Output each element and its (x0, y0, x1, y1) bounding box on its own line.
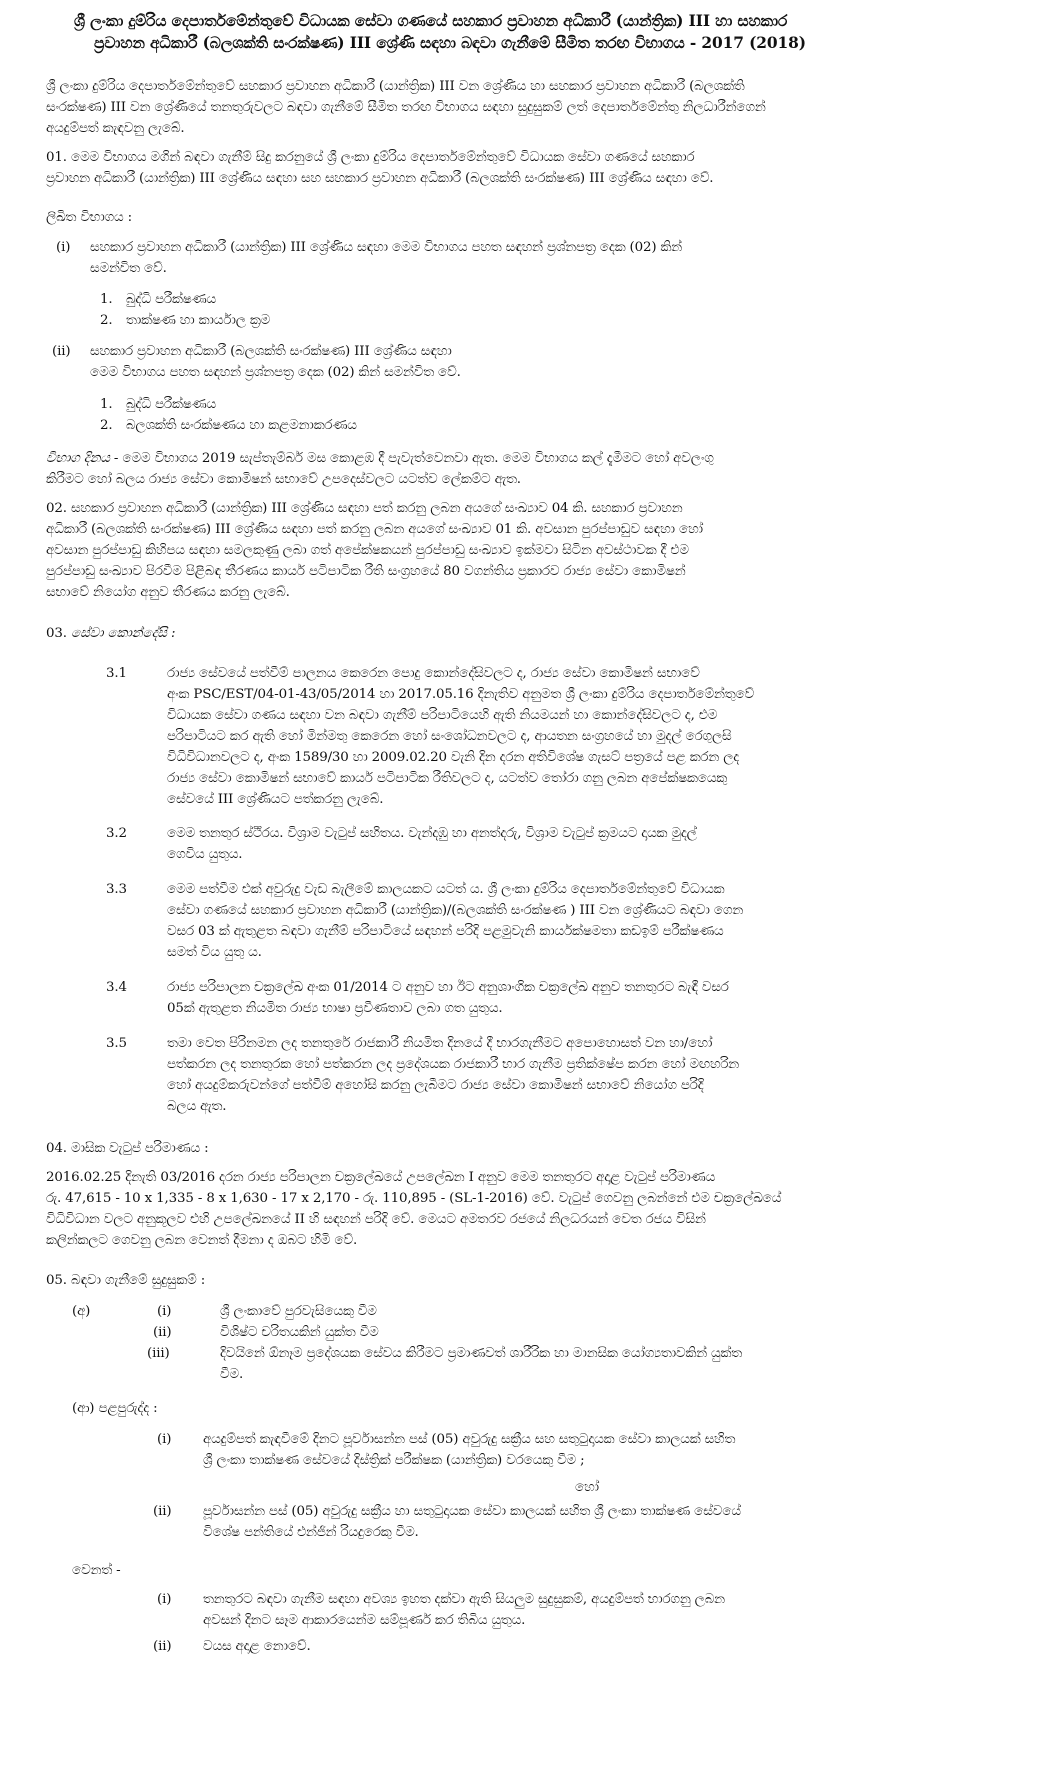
section-04-line-2: රු. 47,615 - 10 x 1,335 - 8 x 1,630 - 17 x 2,170 - රු. 110,895 - (SL-1-2016) වේ. වැටුප් ගෙවනු ලබන්නේ එම චක්‍රලේඛයේ (46, 1191, 782, 1206)
clause-3-5-line: හෝ අයදුම්කරුවන්ගේ පත්වීම් අහෝසි කරනු ලැබීමට රාජ්‍ය සේවා කොමිෂන් සභාවේ නියෝග පරිදි (167, 1078, 704, 1093)
clause-3-1-line: විධිවිධානවලට ද, අංක 1589/30 හා 2009.02.20 වැනි දින දරන අතිවිශේෂ ගැසට් පත්‍රයේ පළ කරන ලද (167, 750, 740, 765)
experience-or: හෝ (575, 1480, 599, 1495)
clause-3-1-line: රාජ්‍ය සේවා කොමිෂන් සභාවේ කාර්ය පටිපාටික රීතිවලට ද, යටත්ව තෝරා ගනු ලබන අපේක්ෂකයෙකු (167, 771, 728, 786)
written-exam-i-line-2: සමන්විත වේ. (90, 261, 167, 276)
clause-3-2-line: මෙම තනතුර ස්ථිරය. විශ්‍රාම වැටුප් සහිතය. වැන්දඹු හා අනත්දරු, විශ්‍රාම වැටුප් ක්‍රමයට දායක මුදල් (167, 826, 697, 841)
section-01-line-2: ප්‍රවාහන අධිකාරී (යාන්ත්‍රික) III ශ්‍රේණිය සඳහා සහ සහකාර ප්‍රවාහන අධිකාරී (බලශක්ති සංරක්ෂණ) III ශ්‍රේණිය සඳහා වේ. (46, 171, 714, 186)
clause-3-1-line: අංක PSC/EST/04-01-43/05/2014 හා 2017.05.16 දිනැතිව අනුමත ශ්‍රී ලංකා දුම්රිය දෙපාර්තමේන්තුවේ (167, 687, 755, 702)
other-line: වයස අදාළ නොවේ. (203, 1639, 311, 1654)
experience-line: පූර්වාසන්න පස් (05) අවුරුදු සක්‍රීය හා සතුටුදායක සේවා කාලයක් සහිත ශ්‍රී ලංකා තාක්ෂණ සේවයේ (203, 1504, 741, 1519)
exam-date-line-2: කිරීමට හෝ බලය රාජ්‍ය සේවා කොමිෂන් සභාවේ උපදෙස්වලට යටත්ව ලේකම්ට ඇත. (46, 472, 521, 487)
section-02-line-4: පුරප්පාඩු සංඛ්‍යාව පිරවීම පිළිබඳ තීරණය කාර්ය පටිපාටික රීති සංග්‍රහයේ 80 වගන්තිය ප්‍රකාරව රාජ්‍ය සේවා කොමිෂන් (46, 564, 686, 579)
written-exam-ii-item-number: 2. (100, 418, 113, 433)
written-exam-i-line-1: සහකාර ප්‍රවාහන අධිකාරී (යාන්ත්‍රික) III ශ්‍රේණිය සඳහා මෙම විභාගය පහත සඳහන් ප්‍රශ්නපත්‍ර දෙක (02) කින් (90, 240, 682, 255)
section-04-line-3: විධිවිධාන වලට අනුකූලව එහි උපලේඛනයේ II හි සඳහන් පරිදි වේ. මෙයට අමතරව රජයේ නිලධරයන් වෙත රජය විසින් (46, 1212, 706, 1227)
clause-3-1-line: රාජ්‍ය සේවයේ පත්වීම් පාලනය කෙරෙන පොදු කොන්දේසිවලට ද, රාජ්‍ය සේවා කොමිෂන් සභාවේ (167, 666, 700, 681)
section-02-line-1: 02. සහකාර ප්‍රවාහන අධිකාරී (යාන්ත්‍රික) III ශ්‍රේණිය සඳහා පත් කරනු ලබන අයගේ සංඛ්‍යාව 04 කි. සහකාර ප්‍රවාහන (46, 501, 683, 516)
experience-line: අයදුම්පත් කැඳවීමේ දිනට පූර්වාසන්න පස් (05) අවුරුදු සක්‍රීය සහ සතුටුදායක සේවා කාලයක් සහිත (203, 1432, 736, 1447)
written-exam-ii-number: (ii) (52, 344, 71, 359)
exam-date-text: - මෙම විභාගය 2019 සැප්තැම්බර් මස කොළඹ දී පැවැත්වෙනවා ඇත. මෙම විභාගය කල් දැමීමට හෝ අවලංගු (109, 451, 714, 466)
clause-3-1-line: සේවයේ III ශ්‍රේණියට පත්කරනු ලැබේ. (167, 792, 384, 807)
clause-3-2-line: ගෙවිය යුතුය. (167, 847, 243, 862)
qualification-a-line: වීම. (220, 1367, 244, 1382)
clause-3-5-line: බලය ඇත. (167, 1099, 227, 1114)
qualification-a-number: (iii) (147, 1346, 170, 1361)
section-04-line-4: කලින්කලට ගෙවනු ලබන වෙනත් දීමනා ද ඔබට හිමි වේ. (46, 1233, 358, 1248)
clause-3-5-number: 3.5 (106, 1036, 127, 1051)
clause-3-4-number: 3.4 (106, 980, 127, 995)
section-03-title: සේවා කොන්දේසි : (70, 626, 176, 641)
section-02-line-3: අවසාන පුරප්පාඩු කිහිපය සඳහා සමලකුණු ලබා ගත් අපේක්ෂකයන් පුරප්පාඩු සංඛ්‍යාව ඉක්මවා සිටින අවස්ථාවක දී එම (46, 543, 689, 558)
qualification-a-number: (ii) (153, 1325, 172, 1340)
other-line: තනතුරට බඳවා ගැනීම සඳහා අවශ්‍ය ඉහත දක්වා ඇති සියලුම සුදුසුකම්, අයදුම්පත් භාරගනු ලබන (203, 1592, 725, 1607)
written-exam-i-item-number: 2. (100, 313, 113, 328)
clause-3-5-line: පත්කරන ලද තනතුරක හෝ පත්කරන ලද ප්‍රදේශයක රාජකාරී භාර ගැනීම ප්‍රතික්ෂේප කරන හෝ මඟහරින (167, 1057, 740, 1072)
notice-title-line-1: ශ්‍රී ලංකා දුම්රිය දෙපාර්තමේන්තුවේ විධායක සේවා ගණයේ සහකාර ප්‍රවාහන අධිකාරී (යාන්ත්‍රික) III හා සහකාර (74, 12, 788, 30)
qualification-a-line: ශ්‍රී ලංකාවේ පුරවැසියෙකු වීම (220, 1304, 377, 1319)
intro-line-3: අයදුම්පත් කැඳවනු ලැබේ. (46, 121, 185, 136)
clause-3-1-number: 3.1 (106, 666, 127, 681)
written-exam-i-item: තාක්ෂණ හා කාර්යාල ක්‍රම (126, 313, 271, 328)
experience-number: (ii) (153, 1504, 172, 1519)
other-qualifications-label: වෙනත් - (72, 1563, 121, 1578)
other-line: අවසන් දිනට සෑම ආකාරයෙන්ම සම්පූර්ණ කර තිබිය යුතුය. (203, 1613, 526, 1628)
clause-3-5-line: තමා වෙත පිරිනමන ලද තනතුරේ රාජකාරී නියමිත දිනයේ දී භාරගැනීමට අපොහොසත් වන හා/හෝ (167, 1036, 713, 1051)
section-02-line-5: සභාවේ නියෝග අනුව තීරණය කරනු ලැබේ. (46, 585, 290, 600)
clause-3-2-number: 3.2 (106, 826, 127, 841)
written-exam-ii-line-2: මෙම විභාගය පහත සඳහන් ප්‍රශ්නපත්‍ර දෙක (02) කින් සමන්විත වේ. (90, 365, 461, 380)
experience-number: (i) (157, 1432, 172, 1447)
written-exam-ii-line-1: සහකාර ප්‍රවාහන අධිකාරී (බලශක්ති සංරක්ෂණ) III ශ්‍රේණිය සඳහා (90, 344, 452, 359)
section-03-number: 03. (46, 626, 71, 641)
written-exam-i-number: (i) (56, 240, 71, 255)
written-exam-i-item-number: 1. (100, 292, 113, 307)
other-number: (ii) (153, 1639, 172, 1654)
intro-line-1: ශ්‍රී ලංකා දුම්රිය දෙපාර්තමේන්තුවේ සහකාර ප්‍රවාහන අධිකාරී (යාන්ත්‍රික) III වන ශ්‍රේණිය හා සහකාර ප්‍රවාහන අධිකාරී (බලශක්ති (46, 79, 745, 94)
clause-3-4-line: රාජ්‍ය පරිපාලන චක්‍රලේඛ අංක 01/2014 ට අනුව හා ඊට අනුශාංගික චක්‍රලේඛ අනුව තනතුරට බැඳී වසර (167, 980, 729, 995)
clause-3-3-number: 3.3 (106, 882, 127, 897)
exam-date-label: විභාග දිනය (46, 451, 110, 466)
qualifications-experience-label: (ආ) පළපුරුද්ද : (72, 1401, 158, 1416)
written-exam-heading: ලිඛිත විභාගය : (46, 210, 132, 225)
notice-title-line-2: ප්‍රවාහන අධිකාරී (බලශක්ති සංරක්ෂණ) III ශ්‍රේණි සඳහා බඳවා ගැනීමේ සීමිත තරඟ විභාගය - 2017 (2018) (94, 34, 806, 52)
clause-3-3-line: සේවා ගණයේ සහකාර ප්‍රවාහන අධිකාරී (යාන්ත්‍රික)/(බලශක්ති සංරක්ෂණ ) III වන ශ්‍රේණියට බඳවා ගෙන (167, 903, 744, 918)
clause-3-3-line: මෙම පත්වීම එක් අවුරුදු වැඩ බැලීමේ කාලයකට යටත් ය. ශ්‍රී ලංකා දුම්රිය දෙපාර්තමේන්තුවේ විධායක (167, 882, 725, 897)
written-exam-ii-item: බලශක්ති සංරක්ෂණය හා කළමනාකරණය (126, 418, 357, 433)
exam-date-line-1 (46, 449, 714, 469)
section-04-line-1: 2016.02.25 දිනැති 03/2016 දරන රාජ්‍ය පරිපාලන චක්‍රලේඛයේ උපලේඛන I අනුව මෙම තනතුරට අදාළ වැටුප් පරිමාණය (46, 1170, 716, 1185)
clause-3-4-line: 05ක් ඇතුළත නියමිත රාජ්‍ය භාෂා ප්‍රවීණතාව ලබා ගත යුතුය. (167, 1001, 503, 1016)
clause-3-1-line: පරිපාටියට කර ඇති හෝ මින්මතු කෙරෙන හෝ සංශෝධනවලට ද, ආයතන සංග්‍රහයේ හා මුදල් රෙගුලසි (167, 729, 732, 744)
clause-3-1-line: විධායක සේවා ගණය සඳහා වන බඳවා ගැනීම් පරිපාටියෙහි ඇති නියමයන් හා කොන්දේසිවලට ද, එම (167, 708, 718, 723)
other-number: (i) (157, 1592, 172, 1607)
written-exam-ii-item: බුද්ධි පරීක්ෂණය (126, 397, 216, 412)
section-01-line-1: 01. මෙම විභාගය මගින් බඳවා ගැනීම් සිදු කරනුයේ ශ්‍රී ලංකා දුම්රිය දෙපාර්තමේන්තුවේ විධායක සේවා ගණයේ සහකාර (46, 150, 695, 165)
section-03-heading (46, 624, 175, 644)
written-exam-i-item: බුද්ධි පරීක්ෂණය (126, 292, 216, 307)
written-exam-ii-item-number: 1. (100, 397, 113, 412)
qualification-a-line: දිවයිනේ ඕනෑම ප්‍රදේශයක සේවය කිරීමට ප්‍රමාණවත් ශාරීරික හා මානසික යෝග්‍යතාවකින් යුක්ත (220, 1346, 742, 1361)
qualifications-a-label: (අ) (72, 1304, 91, 1319)
section-05-heading: 05. බඳවා ගැනීමේ සුදුසුකම් : (46, 1273, 206, 1288)
section-02-line-2: අධිකාරී (බලශක්ති සංරක්ෂණ) III ශ්‍රේණිය සඳහා පත් කරනු ලබන අයගේ සංඛ්‍යාව 01 කි. අවසාන පුරප්පාඩුව සඳහා හෝ (46, 522, 703, 537)
intro-line-2: සංරක්ෂණ) III වන ශ්‍රේණියේ තනතුරුවලට බඳවා ගැනීමේ සීමිත තරඟ විභාගය සඳහා සුදුසුකම් ලත් දෙපාර්තමේන්තු නිලධාරීන්ගෙන් (46, 100, 766, 115)
section-04-heading: 04. මාසික වැටුප් පරිමාණය : (46, 1141, 209, 1156)
clause-3-3-line: වසර 03 ක් ඇතුළත බඳවා ගැනීම් පරිපාටියේ සඳහන් පරිදි පළමුවැනි කාර්යක්ෂමතා කඩඉම් පරීක්ෂණය (167, 924, 724, 939)
clause-3-3-line: සමත් විය යුතු ය. (167, 945, 262, 960)
experience-line: විශේෂ පන්තියේ එන්ජින් රියදුරෙකු වීම. (203, 1525, 419, 1540)
experience-line: ශ්‍රී ලංකා තාක්ෂණ සේවයේ දිස්ත්‍රික් පරීක්ෂක (යාන්ත්‍රික) වරයෙකු වීම ; (203, 1453, 585, 1468)
qualification-a-line: විශිෂ්ට චරිතයකින් යුක්ත වීම (220, 1325, 379, 1340)
qualification-a-number: (i) (157, 1304, 172, 1319)
